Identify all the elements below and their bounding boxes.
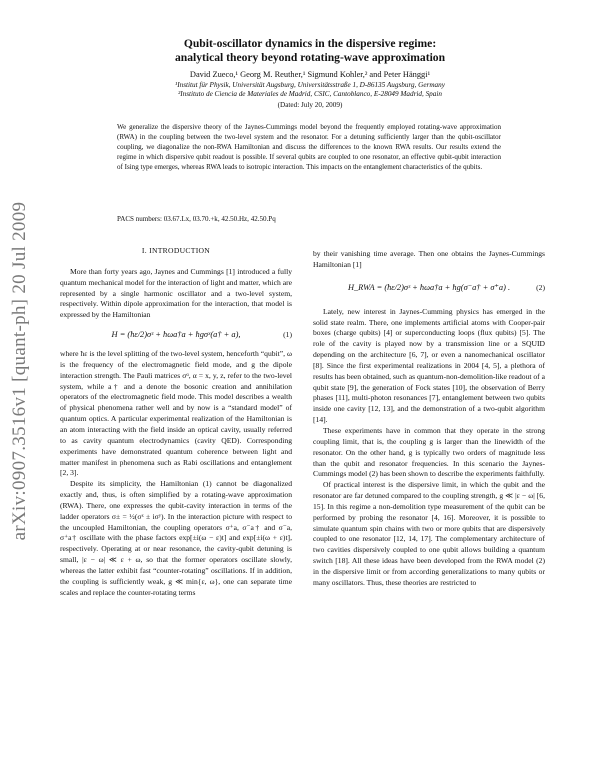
equation-1 [60, 322, 292, 348]
left-column [60, 246, 292, 598]
arxiv-identifier: arXiv:0907.3516v1 [quant-ph] 20 Jul 2009 [9, 201, 30, 541]
equation-2 [313, 272, 545, 306]
intro-paragraph-1: More than forty years ago, Jaynes and Cummings [1] introduced a fully quantum mechanical model for the interaction of light and matter, which are represented by a single harmonic oscillator and a two-level system, respectively. Within dipole approximation for the interaction, that model is expressed by the Hamiltonian [60, 266, 292, 320]
equation-2-body: H_RWA = (ħε/2)σᶻ + ħωa†a + ħg(σ⁻a† + σ⁺a) . [347, 283, 511, 293]
author-list: David Zueco,¹ Georg M. Reuther,¹ Sigmund Kohler,² and Peter Hänggi¹ [189, 70, 431, 79]
affiliations [60, 81, 560, 100]
date-line: (Dated: July 20, 2009) [277, 101, 343, 109]
title-line-1: Qubit-oscillator dynamics in the dispersive regime: [183, 37, 437, 50]
equation-2-number: (2) [536, 283, 545, 293]
paper-title [60, 37, 560, 65]
abstract: We generalize the dispersive theory of the Jaynes-Cummings model beyond the frequently employed rotating-wave approximation (RWA) in the coupling between the two-level system and the resonator. For a detuning sufficiently larger than the qubit-oscillator coupling, we diagonalize the non-RWA Hamiltonian and discuss the differences to the known RWA results. Our results extend the regime in which dispersive qubit readout is possible. If several qubits are coupled to one resonator, an effective qubit-qubit interaction of Ising type emerges, whereas RWA leads to isotropic interaction. This impacts on the entanglement characteristics of the qubits. [117, 123, 501, 171]
pacs-numbers: PACS numbers: 03.67.Lx, 03.70.+k, 42.50.Hz, 42.50.Pq [117, 215, 276, 223]
intro-paragraph-3: Despite its simplicity, the Hamiltonian (1) cannot be diagonalized exactly and, thus, is often simplified by a rotating-wave approximation (RWA). There, one expresses the qubit-cavity interaction in terms of the ladder operators σ± = ½(σˣ ± iσʸ). In the interaction picture with respect to the uncoupled Hamiltonian, the coupling operators σ⁺a, σ⁻a† and σ⁻a, σ⁺a† oscillate with the phase factors exp[±i(ω − ε)t] and exp[±i(ω + ε)t], respectively. Operating at or near resonance, the cavity-qubit detuning is small, |ε − ω| ≪ ε + ω, so that the former operators oscillate slowly, whereas the latter exhibit fast “counter-rotating” oscillations. If in addition, the coupling is sufficiently weak, g ≪ min{ε, ω}, one can separate time scales and replace the counter-rotating terms [60, 479, 292, 597]
right-paragraph-2: These experiments have in common that they operate in the strong coupling limit, that is, the coupling g is larger than the linewidth of the resonator. On the other hand, g is typically two orders of magnitude less than the qubit and resonator frequencies. In this scenario the Jaynes-Cummings model (2) has been shown to describe the experiments faithfully. [313, 425, 545, 479]
affiliation-1: ¹Institut für Physik, Universität Augsburg, Universitätsstraße 1, D-86135 Augsburg, Germany [175, 81, 445, 89]
title-line-2: analytical theory beyond rotating-wave approximation [174, 51, 446, 64]
right-column [313, 249, 545, 589]
section-heading: I. INTRODUCTION [141, 246, 211, 255]
equation-1-number: (1) [283, 329, 292, 339]
intro-paragraph-2: where ħε is the level splitting of the two-level system, henceforth “qubit”, ω is the frequency of the electromagnetic field mode, and g the dipole interaction strength. The Pauli matrices σᵅ, α = x, y, z, refer to the two-level system, while a† and a denote the bosonic creation and annihilation operators of the electromagnetic field mode. This model describes a wealth of physical phenomena rather well and by now is a “standard model” of quantum optics. A particular experimental realization of the Hamiltonian is an atom interacting with the field inside an optical cavity, usually referred to as cavity quantum electrodynamics (cavity QED). Corresponding experiments have demonstrated quantum coherence between light and matter manifest in phenomena such as Rabi oscillations and entanglement [2, 3]. [60, 349, 292, 478]
right-paragraph-0: by their vanishing time average. Then one obtains the Jaynes-Cummings Hamiltonian [1] [313, 249, 545, 269]
equation-1-body: H = (ħε/2)σᶻ + ħωa†a + ħgσˣ(a† + a), [111, 329, 241, 339]
right-paragraph-3: Of practical interest is the dispersive limit, in which the qubit and the resonator are far detuned compared to the coupling strength, g ≪ |ε − ω| [6, 15]. In this regime a non-demolition type measurement of the qubit can be performed by probing the resonator [4, 16]. Moreover, it is possible to simulate quantum spin chains with two or more qubits that are dispersively coupled to one resonator [12, 14, 17]. The complementary architecture of two cavities dispersively coupled to one qubit allows building a quantum switch [18]. All these ideas have been developed from the RWA model (2) in the dispersive limit or from according generalizations to many qubits or many oscillators. Thus, these theories are restricted to [313, 480, 545, 587]
affiliation-2: ²Instituto de Ciencia de Materiales de Madrid, CSIC, Cantoblanco, E-28049 Madrid, Spain [178, 90, 442, 99]
right-paragraph-1: Lately, new interest in Jaynes-Cumming physics has emerged in the solid state realm. There, one implements artificial atoms with Cooper-pair boxes (charge qubits) [4] or superconducting loops (flux qubits) [5]. The role of the cavity is played now by a transmission line or a SQUID depending on the architecture [6, 7], or even a nanomechanical oscillator [8]. Since the first experimental realizations in 2004 [4, 5], a plethora of results has been obtained, such as quantum-non-demolition-like readout of a qubit state [9], the generation of Fock states [10], the observation of Berry phases [11], multi-photon resonances [7], entanglement between two qubits inside one cavity [12, 13], and the demonstration of a two-qubit algorithm [14]. [313, 306, 545, 425]
